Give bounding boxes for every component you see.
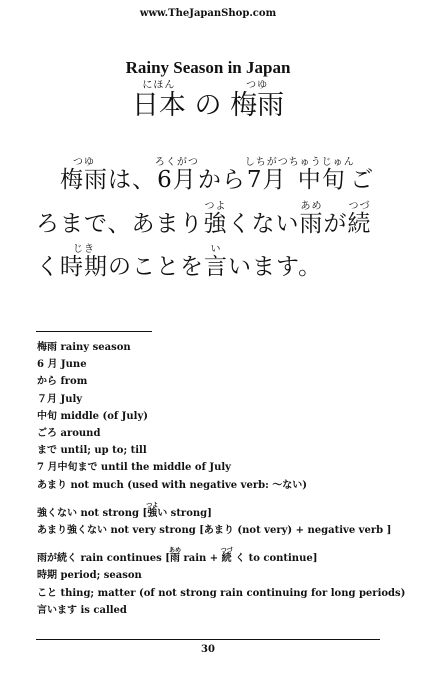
glossary-entry	[37, 459, 417, 476]
glossary-definition: is called	[80, 604, 127, 616]
paragraph-furigana: しちがつ	[244, 157, 289, 168]
glossary-term: あまり	[37, 479, 71, 491]
footer-divider	[36, 639, 380, 640]
paragraph-text: が	[323, 210, 348, 237]
glossary-entry	[37, 477, 417, 494]
glossary-definition: rainy season	[60, 342, 131, 353]
glossary-list	[37, 339, 417, 619]
paragraph-furigana: つゆ	[60, 157, 108, 168]
glossary-definition: around	[60, 428, 101, 440]
glossary-term: 中旬	[37, 410, 61, 422]
glossary-definition: from	[60, 376, 88, 388]
paragraph-furigana: ちゅうじゅん	[288, 157, 355, 168]
glossary-definition: June	[60, 359, 87, 371]
glossary-term: 6 月	[37, 359, 61, 371]
paragraph-ruby-word: 時期じき	[60, 244, 108, 281]
paragraph-text: は、	[108, 167, 156, 193]
paragraph-text: く	[36, 254, 60, 281]
glossary-term: ごろ	[37, 428, 61, 440]
paragraph-text: います。	[228, 254, 323, 281]
paragraph-ruby-word: 言い	[204, 244, 228, 281]
glossary-entry	[37, 602, 417, 619]
glossary-furigana: つづ	[220, 547, 233, 555]
glossary-term: から	[37, 376, 61, 388]
paragraph-text: のことを	[108, 254, 204, 281]
glossary-ruby: 強つよ	[146, 501, 159, 519]
paragraph-furigana: あめ	[299, 200, 324, 212]
title-furigana: にほん	[131, 80, 186, 91]
glossary-definition: until the middle of July	[100, 462, 231, 474]
glossary-entry	[37, 373, 417, 390]
glossary-furigana: つよ	[146, 501, 159, 509]
glossary-definition: not much (used with negative verb: ～ない)	[70, 479, 307, 491]
glossary-term: 梅雨	[37, 342, 61, 353]
paragraph-ruby-word: 続つづ	[347, 200, 372, 237]
paragraph-furigana: つづ	[347, 200, 372, 212]
glossary-ruby: 雨あめ	[168, 547, 181, 565]
glossary-definition: until; up to; till	[60, 445, 147, 457]
glossary-term: あまり強くない	[37, 525, 111, 537]
glossary-entry	[37, 442, 417, 459]
glossary-ruby: 続つづ	[220, 547, 233, 565]
paragraph-text	[36, 167, 60, 193]
glossary-entry	[37, 567, 417, 584]
paragraph-text: ごろまで、あまり	[36, 167, 375, 237]
paragraph-ruby-word: 6月ろくがつ	[154, 157, 199, 193]
main-paragraph	[36, 157, 388, 290]
page-number: 30	[201, 644, 215, 655]
glossary-entry	[37, 391, 417, 408]
paragraph-text: から	[197, 167, 246, 193]
glossary-definition: middle (of July)	[60, 410, 149, 422]
page-title-english: Rainy Season in Japan	[125, 58, 291, 77]
glossary-definition: thing; matter (of not strong rain continuing for long periods)	[60, 587, 406, 599]
glossary-furigana: あめ	[168, 547, 181, 555]
glossary-term: こと	[37, 587, 61, 599]
paragraph-text: くない	[227, 210, 300, 237]
glossary-term: 7 月中旬まで	[37, 462, 101, 474]
glossary-entry	[37, 356, 417, 373]
paragraph-ruby-word: 強つよ	[203, 200, 228, 237]
paragraph-ruby-word: 中旬ちゅうじゅん	[288, 157, 355, 193]
paragraph-furigana: い	[204, 244, 228, 256]
paragraph-furigana: じき	[60, 244, 108, 256]
glossary-divider	[36, 331, 152, 332]
glossary-entry	[37, 547, 417, 567]
glossary-entry	[37, 502, 417, 522]
glossary-term: 言います	[37, 604, 81, 616]
glossary-entry	[37, 339, 417, 356]
glossary-term: まで	[37, 445, 61, 457]
paragraph-ruby-word: 雨あめ	[299, 200, 324, 237]
glossary-term: 時期	[37, 570, 61, 582]
paragraph-furigana: ろくがつ	[154, 157, 199, 168]
title-text: の	[185, 90, 231, 121]
glossary-entry	[37, 522, 417, 539]
page-title-japanese	[0, 80, 416, 127]
paragraph-furigana: つよ	[203, 200, 228, 212]
glossary-spacer	[37, 494, 417, 502]
glossary-definition: not very strong [あまり (not very) + negative verb ]	[110, 525, 392, 537]
paragraph-ruby-word: 7月しちがつ	[244, 157, 289, 193]
glossary-definition: not strong [強つよい strong]	[80, 501, 212, 519]
glossary-definition: rain continues [雨あめ rain + 続つづ く to continue]	[80, 547, 318, 565]
glossary-term: ７月	[37, 393, 61, 405]
glossary-entry	[37, 408, 417, 425]
glossary-entry	[37, 585, 417, 602]
site-url: www.TheJapanShop.com	[139, 8, 277, 19]
glossary-term: 雨が続く	[37, 553, 81, 565]
glossary-term: 強くない	[37, 507, 81, 519]
title-ruby-word: 日本にほん	[131, 80, 186, 121]
glossary-entry	[37, 425, 417, 442]
paragraph-ruby-word: 梅雨つゆ	[60, 157, 108, 193]
title-furigana: つゆ	[230, 80, 285, 91]
glossary-definition: period; season	[60, 570, 142, 582]
title-ruby-word: 梅雨つゆ	[230, 80, 285, 121]
glossary-definition: July	[60, 393, 83, 405]
